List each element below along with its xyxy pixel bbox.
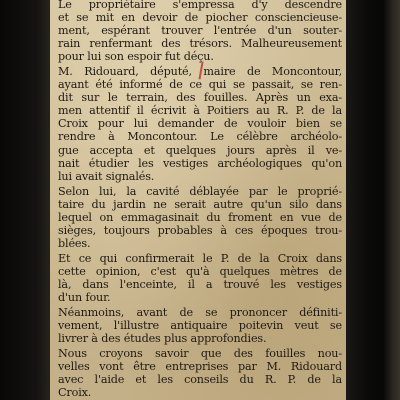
text-line: blées. xyxy=(58,236,91,250)
text-line: pour lui son espoir fut déçu. xyxy=(58,50,214,64)
text-line: rain renfermant des trésors. Malheureusement xyxy=(58,37,342,51)
text-line: là, dans l'enceinte, il a trouvé les vestiges xyxy=(58,277,342,291)
text-line: ayant été informé de ce qui se passait, se ren- xyxy=(58,78,342,92)
text-line: Néanmoins, avant de se prononcer définiti- xyxy=(58,306,342,320)
text-line: Le propriétaire s'empressa d'y descendre xyxy=(58,0,342,11)
article-paragraph xyxy=(58,65,342,182)
text-line: ment, espérant trouver l'entrée d'un souter- xyxy=(58,24,342,38)
article-paragraph xyxy=(58,185,342,250)
text-line: men attentif il écrivit à Poitiers au R. P. de la xyxy=(58,104,342,118)
text-line: Croix pour lui demander de vouloir bien se xyxy=(58,117,342,131)
text-line: cette opinion, c'est qu'à quelques mètres de xyxy=(58,264,342,278)
text-line: Croix. xyxy=(58,386,92,400)
text-line: taire du jardin ne serait autre qu'un silo dans xyxy=(58,197,342,211)
text-line: avec l'aide et les conseils du R. P. de la xyxy=(58,373,342,387)
text-line: Nous croyons savoir que des fouilles nou- xyxy=(58,347,342,361)
text-line: dit sur le terrain, des fouilles. Après un exa- xyxy=(58,91,342,105)
newspaper-clipping xyxy=(50,0,346,400)
text-line: nait étudier les vestiges archéologiques qu'on xyxy=(58,156,342,170)
article-paragraph xyxy=(58,252,342,304)
text-line: Et ce qui confirmerait le P. de la Croix dans xyxy=(58,251,342,265)
text-line: velles vont être entreprises par M. Ridouard xyxy=(58,360,342,374)
text-line: d'un four. xyxy=(58,291,111,305)
article-paragraph xyxy=(58,0,342,63)
article-paragraph xyxy=(58,306,342,345)
text-line: rendre à Moncontour. Le célèbre archéolo- xyxy=(58,130,342,144)
text-line: livrer à des études plus approfondies. xyxy=(58,332,267,346)
text-line: Selon lui, la cavité déblayée par le proprié- xyxy=(58,184,342,198)
text-line: et se mit en devoir de piocher consciencieuse- xyxy=(58,11,342,25)
article-paragraph xyxy=(58,347,342,399)
text-line: vement, l'illustre antiquaire poitevin veut se xyxy=(58,319,342,333)
adjacent-page-edge xyxy=(384,0,400,400)
left-dark-margin xyxy=(0,0,52,400)
text-line: lui avait signalés. xyxy=(58,169,155,183)
text-line: lequel on emmagasinait du froment en vue de xyxy=(58,210,342,224)
text-line: sièges, toujours probables à ces époques trou- xyxy=(58,223,342,237)
text-line: gue accepta et quelques jours après il ve- xyxy=(58,143,342,157)
text-line: M. Ridouard, député, maire de Moncontour, xyxy=(58,65,342,79)
article-text xyxy=(58,0,342,400)
